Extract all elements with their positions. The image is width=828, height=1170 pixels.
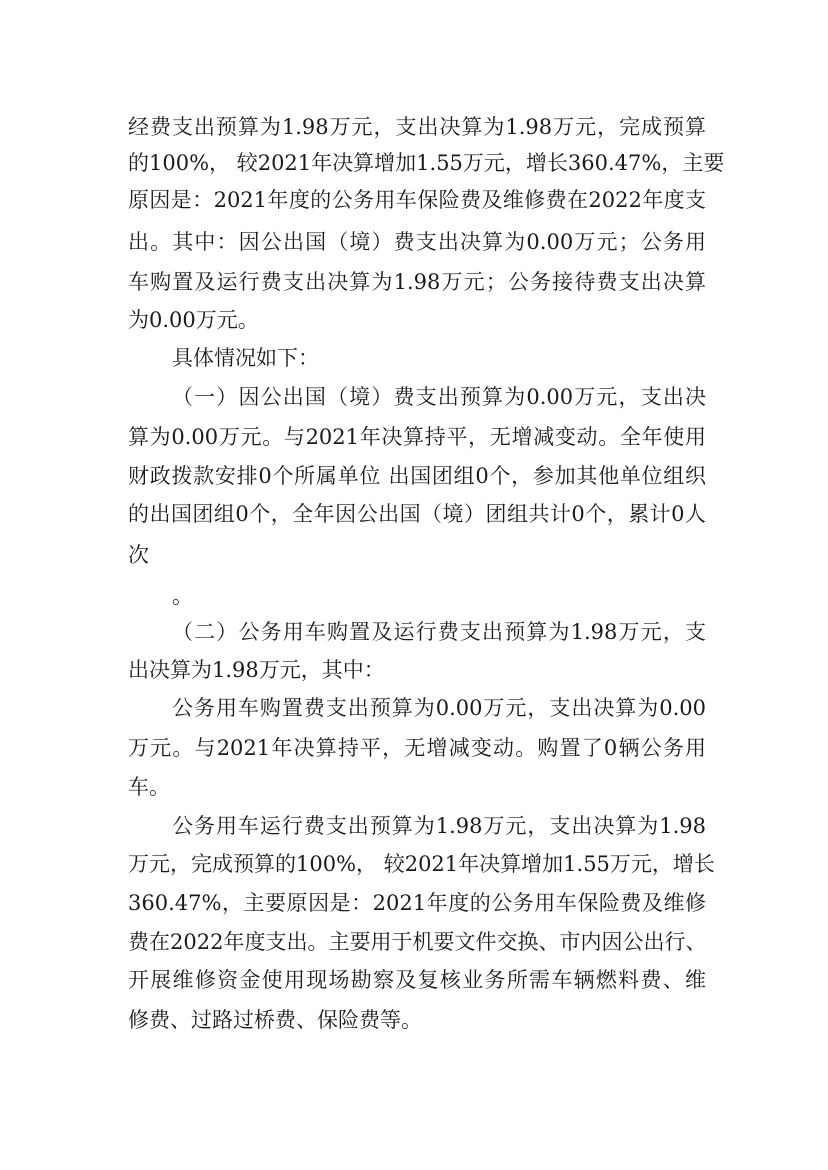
paragraph-line: 出决算为1.98万元，其中： [128, 658, 385, 682]
paragraph-line: 经费支出预算为1.98万元，支出决算为1.98万元，完成预算 [128, 115, 706, 139]
paragraph-line: 修费、过路过桥费、保险费等。 [128, 1008, 422, 1032]
paragraph-line: （一）因公出国（境）费支出预算为0.00万元，支出决 [172, 385, 706, 409]
paragraph-line: 车。 [128, 775, 170, 799]
paragraph-line: 。 [172, 584, 193, 608]
paragraph-line: 出。其中：因公出国（境）费支出决算为0.00万元；公务用 [128, 230, 706, 254]
paragraph-line: 的出国团组0个，全年因公出国（境）团组共计0个，累计0人 [128, 502, 706, 526]
paragraph-line: 财政拨款安排0个所属单位 出国团组0个，参加其他单位组织 [128, 464, 706, 488]
paragraph-line: 车购置及运行费支出决算为1.98万元；公务接待费支出决算 [128, 270, 706, 294]
paragraph-line: 原因是：2021年度的公务用车保险费及维修费在2022年度支 [128, 188, 706, 212]
paragraph-line: 万元，完成预算的100%， 较2021年决算增加1.55万元，增长 [128, 852, 715, 876]
paragraph-line: 公务用车运行费支出预算为1.98万元，支出决算为1.98 [172, 814, 706, 838]
paragraph-line: 360.47%，主要原因是：2021年度的公务用车保险费及维修 [128, 891, 706, 915]
paragraph-line: 开展维修资金使用现场勘察及复核业务所需车辆燃料费、维 [128, 968, 706, 992]
paragraph-line: 费在2022年度支出。主要用于机要文件交换、市内因公出行、 [128, 930, 707, 954]
paragraph-line: 的100%， 较2021年决算增加1.55万元，增长360.47%，主要 [128, 151, 725, 175]
paragraph-line: 算为0.00万元。与2021年决算持平，无增减变动。全年使用 [128, 425, 706, 449]
paragraph-line: 为0.00万元。 [128, 308, 259, 332]
paragraph-line: 具体情况如下： [172, 346, 319, 370]
paragraph-line: 公务用车购置费支出预算为0.00万元，支出决算为0.00 [172, 696, 706, 720]
paragraph-line: （二）公务用车购置及运行费支出预算为1.98万元，支 [172, 620, 706, 644]
paragraph-line: 次 [128, 543, 149, 567]
paragraph-line: 万元。与2021年决算持平，无增减变动。购置了0辆公务用 [128, 736, 706, 760]
